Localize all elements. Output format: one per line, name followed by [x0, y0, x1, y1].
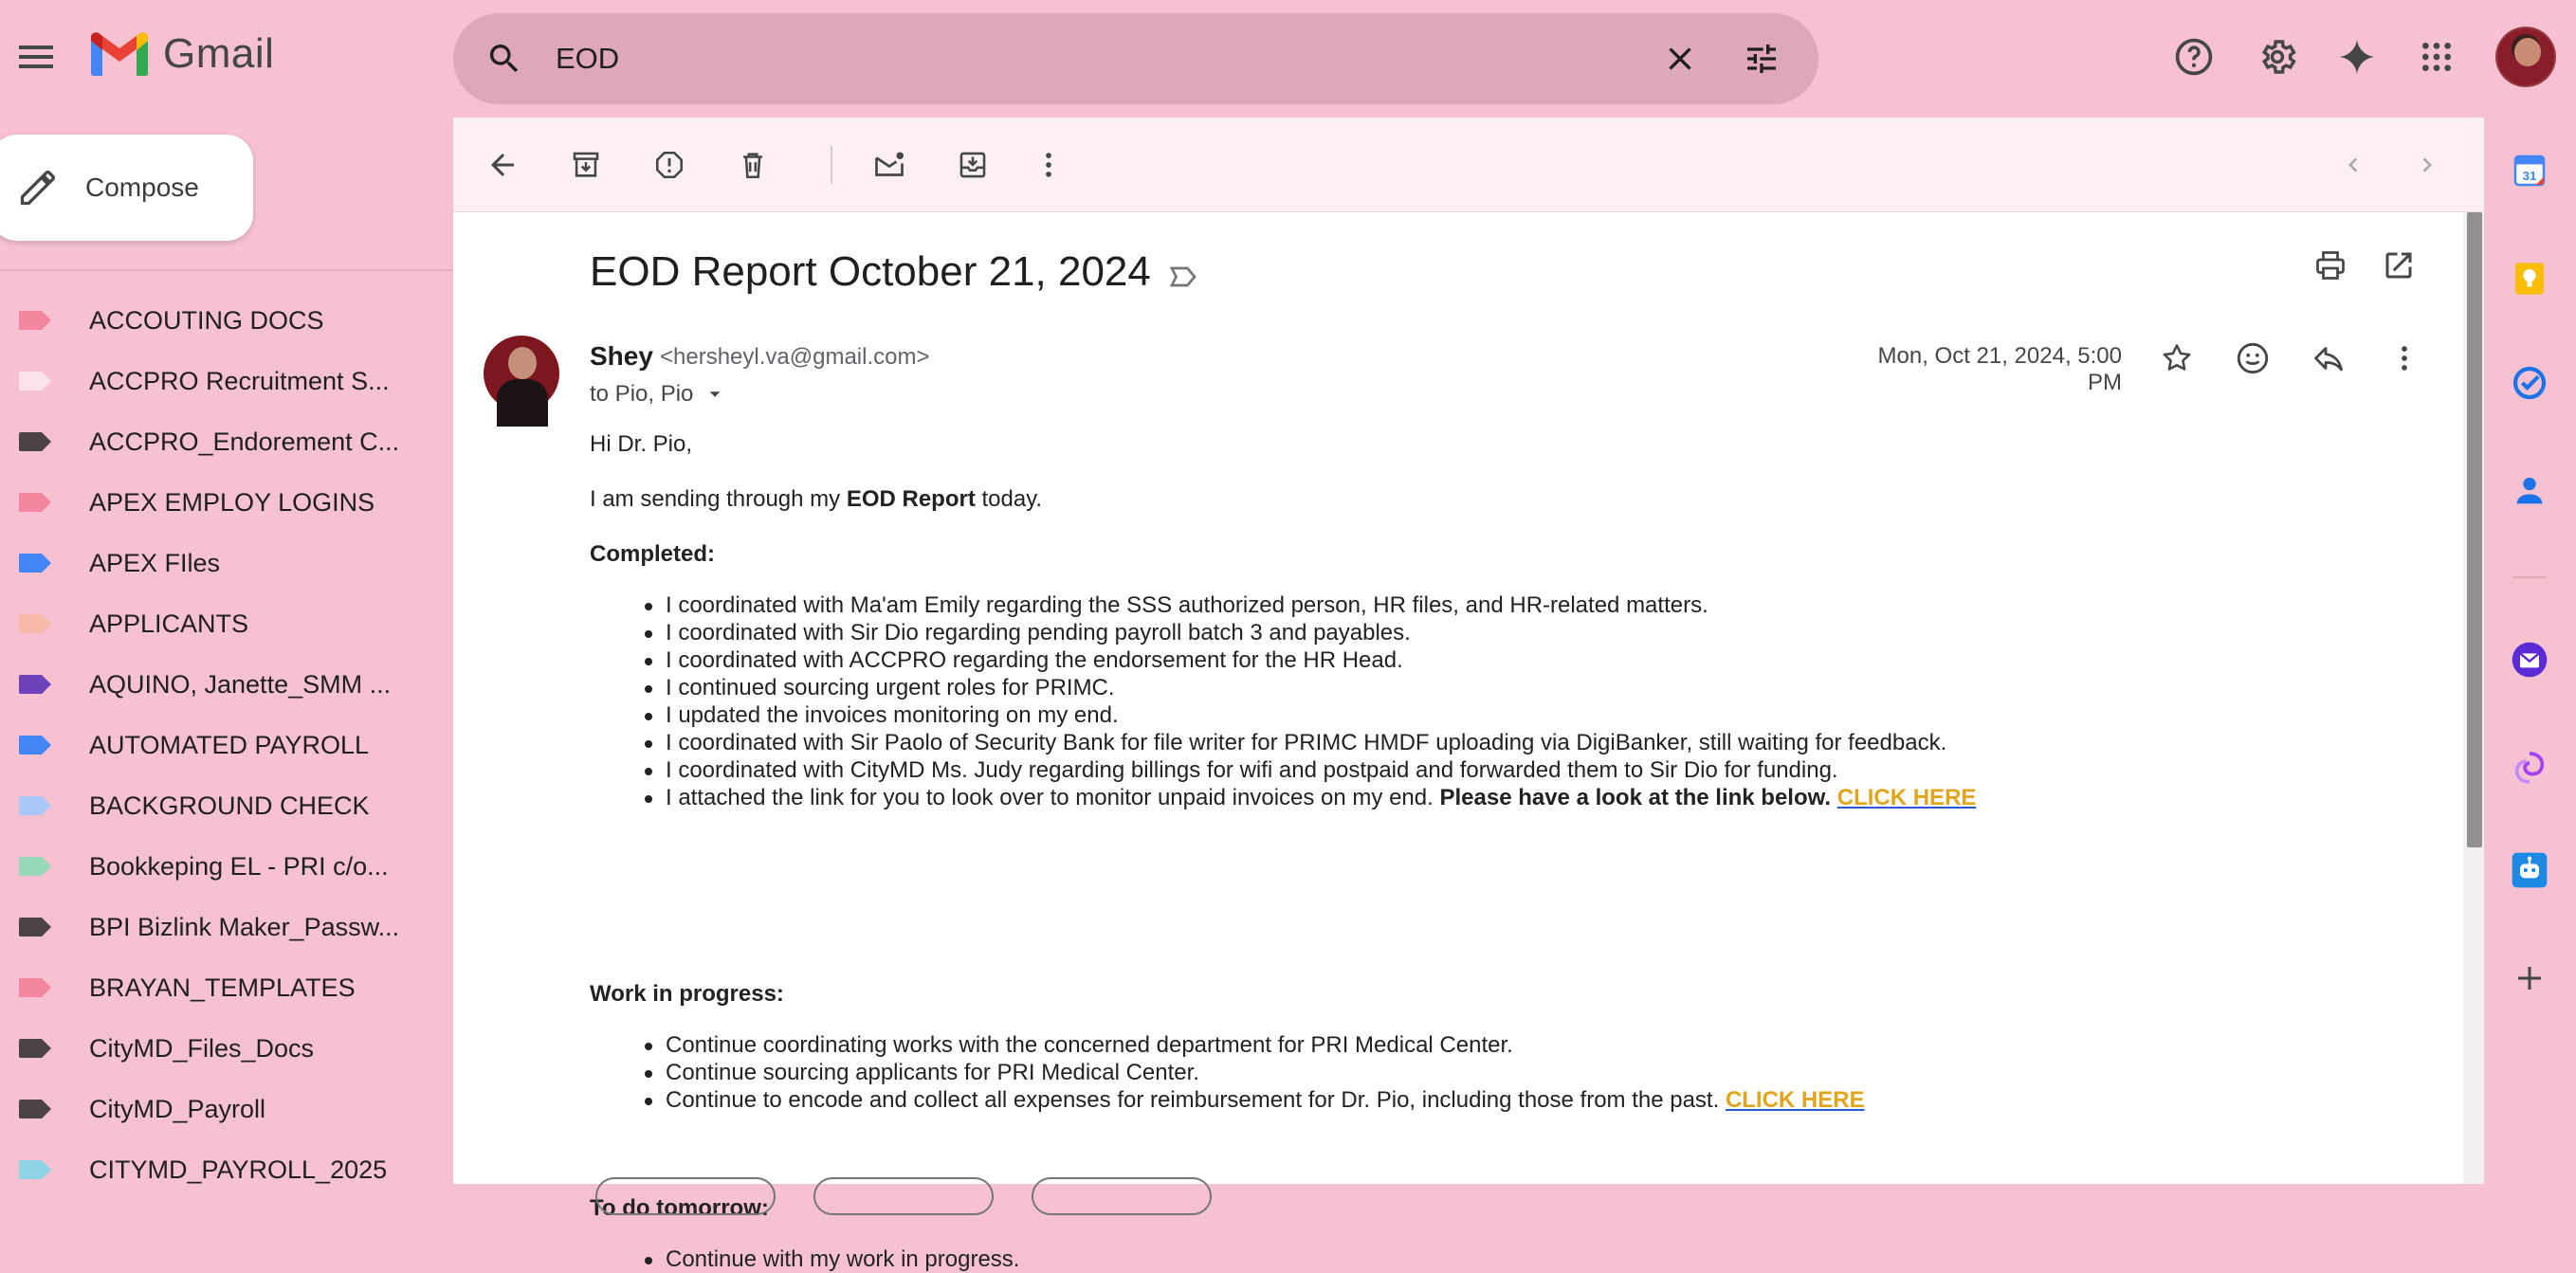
- sidebar-label-text: APEX EMPLOY LOGINS: [89, 487, 375, 517]
- click-here-link[interactable]: CLICK HERE: [1836, 785, 1977, 810]
- list-item: Continue coordinating works with the concerned department for PRI Medical Center.: [666, 1031, 1865, 1059]
- message-toolbar: [453, 118, 2484, 212]
- click-here-link[interactable]: CLICK HERE: [1725, 1087, 1865, 1113]
- forward-chip[interactable]: [1032, 1177, 1212, 1215]
- mark-unread-icon[interactable]: [867, 142, 912, 188]
- wip-list: [666, 1031, 1865, 1114]
- list-item: I coordinated with ACCPRO regarding the endorsement for the HR Head.: [666, 646, 1976, 674]
- sidebar-divider: [0, 269, 453, 271]
- list-item: I coordinated with Ma'am Emily regarding the SSS authorized person, HR files, and HR-related matters.: [666, 591, 1976, 619]
- label-color-icon: [19, 311, 51, 330]
- greeting: Hi Dr. Pio,: [590, 431, 693, 457]
- sidebar-label-text: APEX FIles: [89, 548, 221, 577]
- sidebar-label-text: BPI Bizlink Maker_Passw...: [89, 912, 400, 941]
- spiral-addon-icon[interactable]: [2509, 747, 2550, 789]
- sidebar-label-item[interactable]: [0, 472, 453, 533]
- email-subject: EOD Report October 21, 2024: [590, 248, 1151, 295]
- label-color-icon: [19, 614, 51, 633]
- sender-name[interactable]: Shey: [590, 341, 653, 371]
- label-color-icon: [19, 796, 51, 815]
- sidebar-label-text: ACCOUTING DOCS: [89, 305, 324, 335]
- search-icon[interactable]: [485, 40, 523, 78]
- mail-addon-icon[interactable]: [2509, 639, 2550, 681]
- list-item: Continue with my work in progress.: [666, 1246, 1020, 1272]
- reply-icon[interactable]: [2302, 332, 2355, 385]
- list-item: I continued sourcing urgent roles for PRIMC.: [666, 674, 1976, 701]
- add-addon-icon[interactable]: [2509, 957, 2550, 999]
- label-color-icon: [19, 736, 51, 755]
- sidebar-label-item[interactable]: [0, 351, 453, 411]
- list-item: I coordinated with Sir Paolo of Security Bank for file writer for PRIMC HMDF uploading via DigiBanker, still waiting for feedback.: [666, 729, 1976, 756]
- todo-heading: To do tomorrow:: [590, 1195, 769, 1221]
- label-tag-icon[interactable]: [1166, 260, 1200, 294]
- sparkle-icon[interactable]: [2332, 32, 2382, 82]
- list-item: I coordinated with Sir Dio regarding pending payroll batch 3 and payables.: [666, 619, 1976, 646]
- sidebar-label-text: CityMD_Payroll: [89, 1094, 266, 1123]
- more-vert-icon[interactable]: [1026, 142, 1071, 188]
- message-panel: [453, 118, 2484, 1272]
- pencil-icon: [17, 167, 59, 209]
- sidebar-label-text: ACCPRO_Endorement C...: [89, 427, 400, 456]
- reply-chips: [595, 1177, 1212, 1215]
- label-color-icon: [19, 1160, 51, 1179]
- label-color-icon: [19, 554, 51, 573]
- report-spam-icon[interactable]: [647, 142, 692, 188]
- wip-heading: Work in progress:: [590, 981, 784, 1007]
- move-to-icon[interactable]: [950, 142, 996, 188]
- completed-list: [666, 591, 1976, 811]
- sidebar-label-item[interactable]: [0, 897, 453, 957]
- message-more-vert-icon[interactable]: [2378, 332, 2431, 385]
- label-color-icon: [19, 857, 51, 876]
- tune-icon[interactable]: [1743, 40, 1781, 78]
- sidebar-label-item[interactable]: [0, 715, 453, 775]
- compose-button[interactable]: [0, 135, 253, 241]
- intro-bold: EOD Report: [846, 486, 976, 512]
- contacts-icon[interactable]: [2509, 470, 2550, 512]
- reply-all-chip[interactable]: [813, 1177, 994, 1215]
- message-date: Mon, Oct 21, 2024, 5:00 PM: [1877, 343, 2122, 395]
- sidebar-label-text: ACCPRO Recruitment S...: [89, 366, 390, 395]
- label-color-icon: [19, 1100, 51, 1118]
- list-item-text: I attached the link for you to look over to monitor unpaid invoices on my end.: [666, 785, 1440, 810]
- sidebar-label-text: AQUINO, Janette_SMM ...: [89, 669, 392, 699]
- tasks-icon[interactable]: [2509, 362, 2550, 404]
- print-icon[interactable]: [2313, 248, 2348, 282]
- gmail-m-icon: [89, 31, 150, 77]
- delete-icon[interactable]: [730, 142, 776, 188]
- close-icon[interactable]: [1661, 40, 1699, 78]
- older-chevron-icon[interactable]: [2404, 142, 2450, 188]
- open-in-new-icon[interactable]: [2382, 248, 2416, 282]
- recipients-line[interactable]: [590, 381, 725, 408]
- sidebar-label-text: Bookkeping EL - PRI c/o...: [89, 851, 389, 881]
- list-item: I coordinated with CityMD Ms. Judy regarding billings for wifi and postpaid and forwarded them to Sir Dio for funding.: [666, 756, 1976, 784]
- intro-suffix: today.: [975, 486, 1043, 512]
- sidebar-label-text: CityMD_Files_Docs: [89, 1033, 315, 1063]
- sidebar-label-text: AUTOMATED PAYROLL: [89, 730, 370, 759]
- list-item: Continue sourcing applicants for PRI Medical Center.: [666, 1059, 1865, 1086]
- emoji-reaction-icon[interactable]: [2226, 332, 2279, 385]
- search-bar[interactable]: [453, 13, 1818, 104]
- sidebar-label-item[interactable]: [0, 1079, 453, 1139]
- menu-icon[interactable]: [13, 34, 59, 80]
- star-icon[interactable]: [2150, 332, 2203, 385]
- account-avatar[interactable]: [2495, 27, 2556, 87]
- sidebar-label-item[interactable]: [0, 593, 453, 654]
- list-item: I updated the invoices monitoring on my end.: [666, 701, 1976, 729]
- sidebar-label-item[interactable]: [0, 775, 453, 836]
- gmail-logo[interactable]: [89, 30, 274, 78]
- sidebar-label-item[interactable]: [0, 957, 453, 1018]
- sender-email: <hersheyl.va@gmail.com>: [660, 344, 930, 370]
- label-color-icon: [19, 918, 51, 937]
- sidebar-label-item[interactable]: [0, 290, 453, 351]
- app-name: Gmail: [163, 30, 275, 77]
- sidebar-label-item[interactable]: [0, 654, 453, 715]
- back-arrow-icon[interactable]: [480, 142, 525, 188]
- recipients-text: to Pio, Pio: [590, 381, 694, 407]
- sidebar-label-item[interactable]: [0, 533, 453, 593]
- search-input[interactable]: [556, 38, 1599, 80]
- bot-addon-icon[interactable]: [2509, 849, 2550, 891]
- completed-heading: Completed:: [590, 541, 715, 567]
- gear-icon[interactable]: [2253, 32, 2302, 82]
- intro-paragraph: [590, 485, 1042, 514]
- calendar-icon[interactable]: [2509, 150, 2550, 191]
- sender-avatar[interactable]: [484, 336, 559, 411]
- label-color-icon: [19, 432, 51, 451]
- intro-text: I am sending through my: [590, 486, 847, 512]
- label-color-icon: [19, 1039, 51, 1058]
- reply-chip[interactable]: [595, 1177, 776, 1215]
- scrollbar-thumb[interactable]: [2467, 212, 2482, 847]
- list-item: [666, 784, 1976, 811]
- svg-text:31: 31: [2522, 169, 2537, 183]
- todo-list: [666, 1246, 1019, 1273]
- top-bar: [0, 0, 2576, 118]
- label-color-icon: [19, 372, 51, 391]
- sidebar-label-text: APPLICANTS: [89, 609, 249, 638]
- keep-icon[interactable]: [2509, 258, 2550, 300]
- sidebar-label-text: BRAYAN_TEMPLATES: [89, 973, 356, 1002]
- label-color-icon: [19, 675, 51, 694]
- label-color-icon: [19, 493, 51, 512]
- sidebar-label-item[interactable]: [0, 836, 453, 897]
- toolbar-separator: [831, 146, 832, 184]
- list-item: [666, 1086, 1865, 1114]
- rail-divider: [2512, 576, 2547, 578]
- sidebar-label-text: CITYMD_PAYROLL_2025: [89, 1155, 388, 1184]
- list-item-bold: Please have a look at the link below.: [1439, 785, 1832, 810]
- list-item-text: Continue to encode and collect all expenses for reimbursement for Dr. Pio, including those from the past.: [666, 1087, 1726, 1113]
- compose-label: Compose: [85, 173, 199, 202]
- newer-chevron-icon[interactable]: [2330, 142, 2376, 188]
- label-color-icon: [19, 978, 51, 997]
- archive-icon[interactable]: [563, 142, 609, 188]
- side-panel-rail: [2484, 118, 2576, 1184]
- sidebar-label-item[interactable]: [0, 1139, 453, 1200]
- sidebar-label-item[interactable]: [0, 1018, 453, 1079]
- dropdown-arrow-icon[interactable]: [704, 384, 725, 405]
- sidebar-label-item[interactable]: [0, 411, 453, 472]
- sidebar: [0, 118, 453, 1184]
- sidebar-label-text: BACKGROUND CHECK: [89, 791, 370, 820]
- help-icon[interactable]: [2169, 32, 2219, 82]
- apps-grid-icon[interactable]: [2412, 32, 2461, 82]
